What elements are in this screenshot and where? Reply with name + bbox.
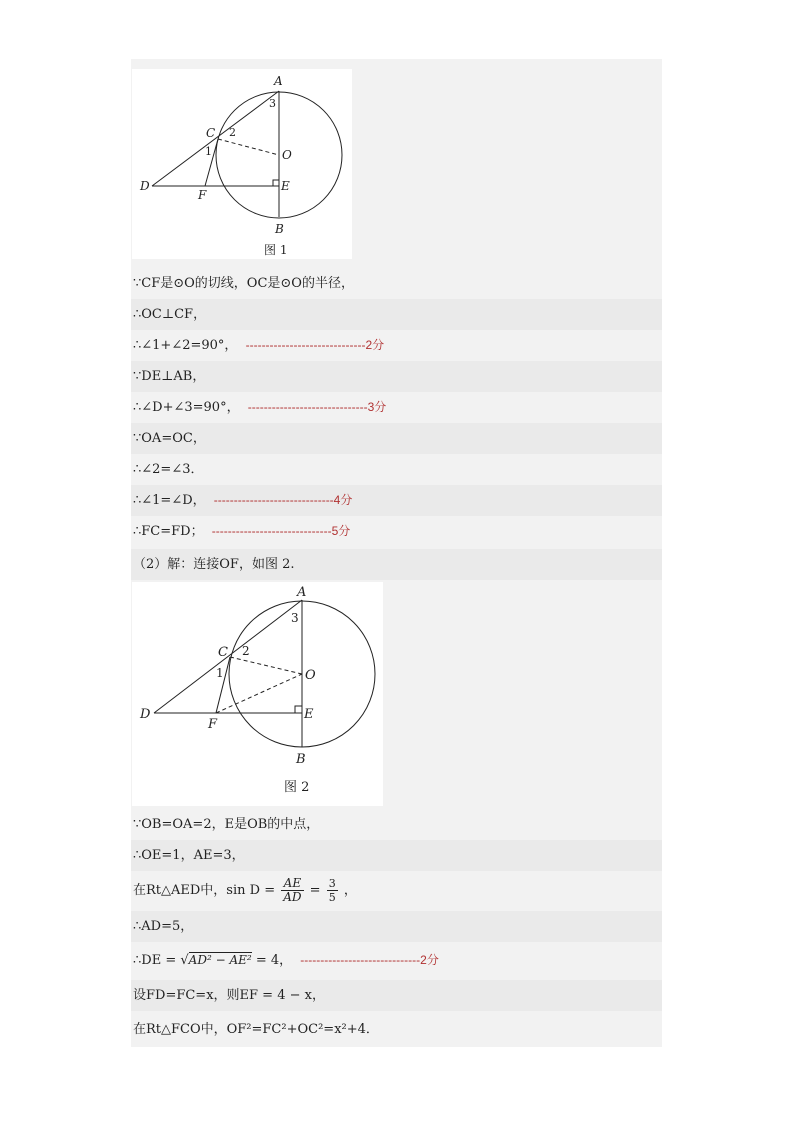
proof2-text: 设FD=FC=x，则EF = 4 − x，: [133, 988, 325, 1003]
score-mark: ------------------------------4分: [213, 493, 353, 507]
fig1-angle-3: 3: [269, 97, 276, 110]
fig2-label-c: C: [218, 645, 228, 660]
proof1-text: ∴FC=FD；: [133, 524, 204, 539]
fig2-caption: 图 2: [284, 780, 310, 795]
fraction-denominator: AD: [283, 890, 302, 904]
document-page: [131, 59, 662, 1047]
score-mark: ------------------------------2分: [300, 953, 439, 967]
proof1-text: ∴∠D+∠3=90°，: [133, 400, 240, 415]
proof2-line-7: [131, 1014, 662, 1045]
proof1-line-6: [131, 423, 662, 454]
proof2-line-1: [131, 809, 662, 840]
part2-intro-text: （2）解：连接OF，如图 2.: [133, 557, 295, 572]
proof1-text: ∵OA=OC，: [133, 431, 206, 446]
proof2-text: 在Rt△FCO中，OF²=FC²+OC²=x²+4．: [133, 1022, 379, 1037]
proof2-line-2: [131, 840, 662, 871]
proof1-line-9: [131, 516, 662, 547]
fig1-label-c: C: [206, 126, 216, 140]
fig2-label-d: D: [140, 707, 151, 722]
fig1-line-oc: [218, 139, 279, 155]
sqrt-sign: √: [180, 953, 189, 968]
proof1-text: ∴∠1+∠2=90°，: [133, 338, 238, 353]
fig1-angle-2: 2: [229, 126, 236, 139]
proof1-text: ∴∠2=∠3．: [133, 462, 204, 477]
proof1-line-3: [131, 330, 662, 361]
proof1-line-4: [131, 361, 662, 392]
fig1-caption: 图 1: [264, 243, 288, 257]
proof2-text: ∴AD=5，: [133, 919, 194, 934]
fig2-right-angle: [295, 706, 302, 713]
score-mark: ------------------------------2分: [245, 338, 385, 352]
fig1-angle-1: 1: [205, 145, 212, 158]
proof2-line-4: [131, 911, 662, 942]
proof1-line-1: [131, 268, 662, 299]
fig1-label-b: B: [275, 222, 284, 236]
figure-1-diagram: [132, 69, 352, 259]
fig1-label-d: D: [140, 179, 150, 193]
fig2-label-o: O: [305, 668, 316, 683]
fig2-angle-1: 1: [216, 666, 224, 680]
proof2-text: ∴DE =: [133, 953, 177, 968]
proof2-line-5: [131, 942, 662, 978]
fig2-angle-3: 3: [291, 611, 299, 625]
proof2-text: 在Rt△AED中，sin D =: [133, 883, 276, 898]
figure-2-diagram: [132, 582, 383, 806]
proof2-text: ∴OE=1，AE=3，: [133, 848, 245, 863]
equals-sign: =: [309, 883, 321, 898]
fraction-3-5: [327, 877, 338, 904]
fig1-right-angle: [273, 180, 279, 186]
proof1-text: ∵CF是⊙O的切线，OC是⊙O的半径，: [133, 276, 354, 291]
fig2-line-da: [154, 600, 302, 713]
proof1-text: ∴∠1=∠D，: [133, 493, 206, 508]
fig1-label-a: A: [274, 74, 283, 88]
fig1-line-da: [152, 91, 279, 186]
fraction-ae-ad: [281, 877, 303, 904]
proof2-text: ，: [343, 883, 357, 898]
score-mark: ------------------------------5分: [211, 524, 351, 538]
fig2-label-a: A: [297, 585, 307, 600]
fig2-label-e: E: [304, 707, 314, 722]
proof1-line-5: [131, 392, 662, 423]
fig2-label-f: F: [208, 717, 218, 732]
fig1-label-f: F: [198, 188, 207, 202]
fraction-numerator: AE: [281, 877, 303, 891]
score-mark: ------------------------------3分: [247, 400, 387, 414]
part2-intro: [131, 549, 662, 580]
proof2-line-6: [131, 980, 662, 1011]
proof1-text: ∴OC⊥CF，: [133, 307, 207, 322]
fraction-numerator: 3: [328, 877, 336, 890]
proof2-text: = 4，: [255, 953, 293, 968]
figure-1: [132, 69, 352, 259]
sqrt-radicand: AD² − AE²: [188, 953, 252, 967]
proof1-line-8: [131, 485, 662, 516]
fig2-line-oc: [230, 657, 302, 674]
proof1-line-7: [131, 454, 662, 485]
proof2-text: ∵OB=OA=2，E是OB的中点，: [133, 817, 320, 832]
fig2-label-b: B: [296, 752, 306, 767]
figure-2: [132, 582, 383, 806]
fig1-label-o: O: [282, 148, 292, 162]
proof1-line-2: [131, 299, 662, 330]
fig2-angle-2: 2: [242, 644, 250, 658]
proof1-text: ∵DE⊥AB，: [133, 369, 206, 384]
proof2-line-3: [131, 871, 662, 911]
fig1-label-e: E: [281, 179, 290, 193]
fraction-denominator: 5: [328, 891, 336, 904]
